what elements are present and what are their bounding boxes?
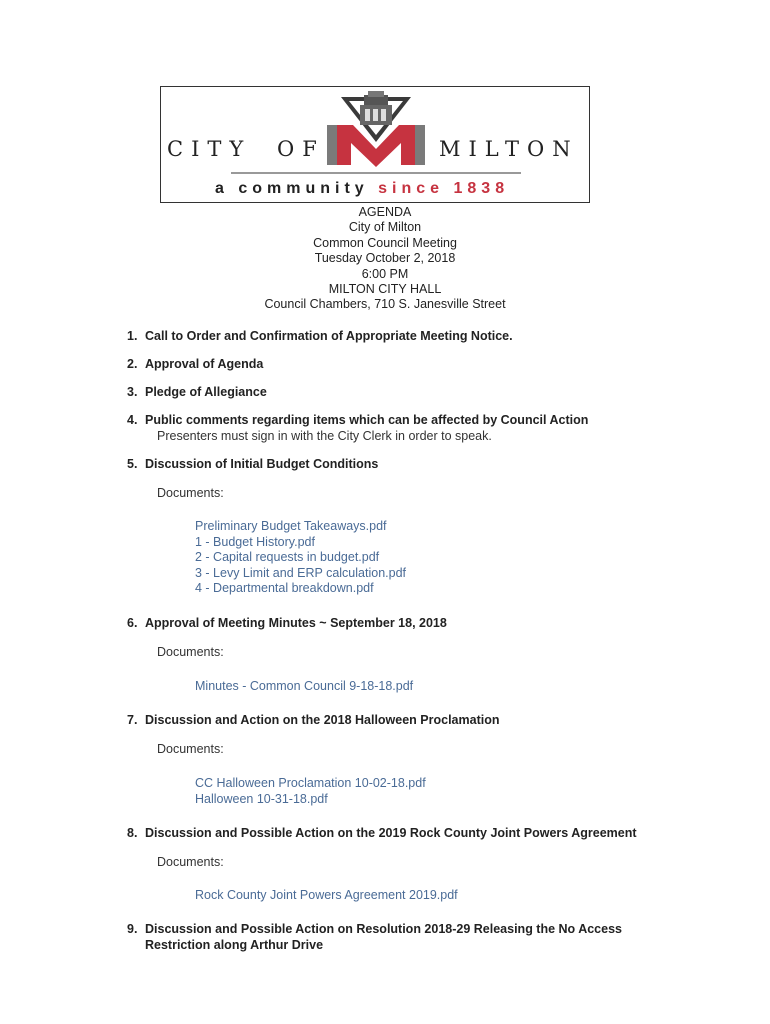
agenda-item-8 xyxy=(127,826,637,842)
documents-label: Documents: xyxy=(157,486,224,500)
agenda-item-2 xyxy=(127,357,263,373)
meeting-address: Council Chambers, 710 S. Janesville Street xyxy=(264,297,506,312)
item-number: 6. xyxy=(127,616,138,630)
meeting-date: Tuesday October 2, 2018 xyxy=(314,251,456,266)
item-number: 9. xyxy=(127,922,138,936)
item-number: 5. xyxy=(127,457,138,471)
document-list xyxy=(195,888,458,904)
agenda-title: AGENDA xyxy=(358,205,412,219)
document-link[interactable]: 2 - Capital requests in budget.pdf xyxy=(195,550,380,564)
logo-word-milton: MILTON xyxy=(439,137,579,161)
document-link[interactable]: 1 - Budget History.pdf xyxy=(195,534,315,549)
tagline-community: a community xyxy=(215,180,379,197)
agenda-item-4 xyxy=(127,413,588,429)
document-link[interactable]: CC Halloween Proclamation 10-02-18.pdf xyxy=(195,776,426,790)
agenda-item-6 xyxy=(127,616,447,632)
agenda-item-9 xyxy=(127,922,622,953)
documents-label: Documents: xyxy=(157,855,224,869)
item-title-continued: Restriction along Arthur Drive xyxy=(145,937,324,952)
agenda-item-5 xyxy=(127,457,378,473)
item-title: Call to Order and Confirmation of Appropriate Meeting Notice. xyxy=(145,329,513,343)
agenda-header xyxy=(0,205,770,313)
logo-word-city: CITY xyxy=(167,137,252,161)
document-link[interactable]: 3 - Levy Limit and ERP calculation.pdf xyxy=(195,565,406,580)
document-list xyxy=(195,679,413,695)
item-title: Approval of Meeting Minutes ~ September 18, 2018 xyxy=(145,616,447,630)
documents-label: Documents: xyxy=(157,645,224,659)
item-number: 3. xyxy=(127,385,138,399)
item-title: Discussion of Initial Budget Conditions xyxy=(145,457,379,471)
meeting-type: Common Council Meeting xyxy=(313,235,457,250)
item-number: 7. xyxy=(127,713,138,727)
document-link[interactable]: Minutes - Common Council 9-18-18.pdf xyxy=(195,679,414,693)
meeting-time: 6:00 PM xyxy=(361,266,409,281)
item-title: Approval of Agenda xyxy=(145,357,264,371)
logo-tagline xyxy=(215,180,509,198)
item-title: Discussion and Possible Action on the 2019 Rock County Joint Powers Agreement xyxy=(145,826,637,840)
document-link[interactable]: Halloween 10-31-18.pdf xyxy=(195,791,328,806)
city-logo xyxy=(160,86,590,203)
item-title: Public comments regarding items which can be affected by Council Action xyxy=(145,413,589,427)
logo-word-of: OF xyxy=(277,137,325,161)
documents-label: Documents: xyxy=(157,742,224,756)
item-title: Pledge of Allegiance xyxy=(145,385,267,399)
agenda-item-3 xyxy=(127,385,267,401)
item-number: 1. xyxy=(127,329,138,343)
document-link[interactable]: Rock County Joint Powers Agreement 2019.pdf xyxy=(195,888,458,902)
document-link[interactable]: Preliminary Budget Takeaways.pdf xyxy=(195,519,387,533)
meeting-location: MILTON CITY HALL xyxy=(328,282,442,297)
item-number: 4. xyxy=(127,413,138,427)
agenda-item-7 xyxy=(127,713,499,729)
item-number: 2. xyxy=(127,357,138,371)
document-list xyxy=(195,776,426,807)
city-name: City of Milton xyxy=(348,220,422,235)
document-link[interactable]: 4 - Departmental breakdown.pdf xyxy=(195,581,374,595)
agenda-item-1 xyxy=(127,329,513,345)
item-number: 8. xyxy=(127,826,138,840)
item-title: Discussion and Action on the 2018 Halloween Proclamation xyxy=(145,713,500,727)
item-note: Presenters must sign in with the City Clerk in order to speak. xyxy=(157,429,492,443)
tagline-since: since 1838 xyxy=(378,180,510,197)
item-title: Discussion and Possible Action on Resolution 2018-29 Releasing the No Access xyxy=(145,922,622,936)
document-list xyxy=(195,519,406,597)
